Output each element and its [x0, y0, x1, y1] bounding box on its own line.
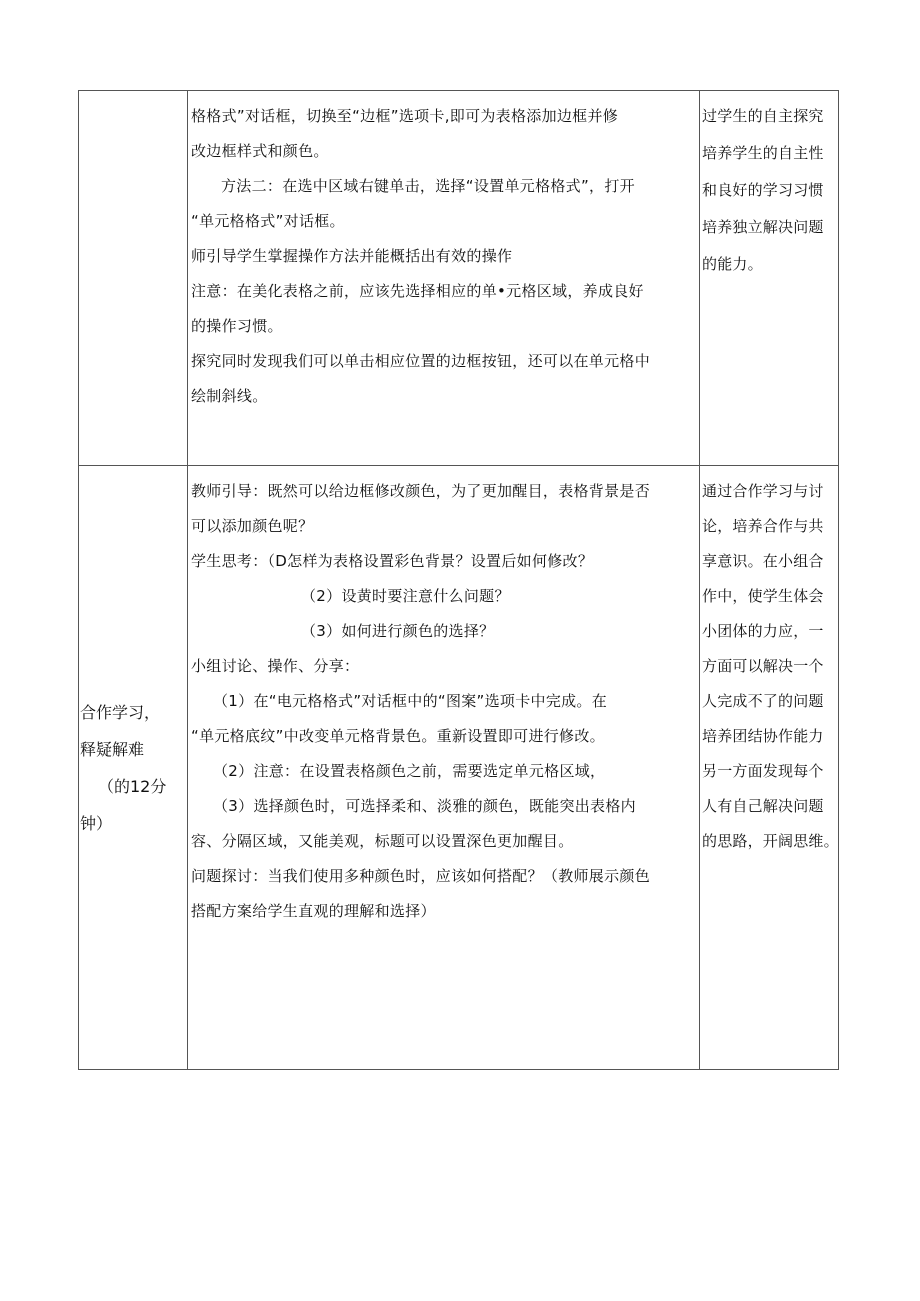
activity-line: 绘制斜线。 [191, 387, 268, 405]
activity-line: 可以添加颜色呢？ [191, 517, 314, 535]
activity-line: 搭配方案给学生直观的理解和选择） [191, 902, 436, 920]
activity-line: 教师引导：既然可以给边框修改颜色，为了更加醒目，表格背景是否 [191, 482, 651, 500]
activity-line: （2）设黄时要注意什么问题？ [301, 587, 510, 605]
activity-line: 问题探讨：当我们使用多种颜色时，应该如何搭配？（教师展示颜色 [191, 867, 651, 885]
stage-label-line: （的12分 [98, 776, 167, 796]
activity-line: 方法二：在选中区域右键单击，选择“设置单元格格式”，打开 [221, 177, 635, 195]
stage-label-line: 钟） [80, 813, 113, 833]
stage-label-line: 释疑解难 [80, 739, 145, 759]
purpose-line: 培养独立解决问题 [702, 218, 824, 236]
activity-line: 师引导学生掌握操作方法并能概括出有效的操作 [191, 247, 513, 265]
activity-line: 探究同时发现我们可以单击相应位置的边框按钮，还可以在单元格中 [191, 352, 651, 370]
purpose-line: 的思路，开阔思维。 [702, 832, 839, 850]
stage-cell [79, 466, 188, 1070]
lesson-plan-table [78, 90, 839, 1070]
purpose-line: 方面可以解决一个 [702, 657, 824, 675]
activity-line: 容、分隔区域，又能美观，标题可以设置深色更加醒目。 [191, 832, 574, 850]
stage-label-line: 合作学习， [80, 702, 161, 722]
activity-line: （1）在“电元格格式”对话框中的“图案”选项卡中完成。在 [213, 692, 608, 710]
activity-line: 的操作习惯。 [191, 317, 283, 335]
purpose-line: 培养团结协作能力 [702, 727, 824, 745]
activity-line: （2）注意：在设置表格颜色之前，需要选定单元格区域， [213, 762, 606, 780]
purpose-line: 的能力。 [702, 255, 763, 273]
activity-line: “单元格底纹”中改变单元格背景色。重新设置即可进行修改。 [191, 727, 605, 745]
purpose-line: 人有自己解决问题 [702, 797, 824, 815]
activity-line: 格格式”对话框，切换至“边框”选项卡,即可为表格添加边框并修 [191, 107, 619, 125]
activity-line: 学生思考：（D怎样为表格设置彩色背景？设置后如何修改？ [191, 552, 594, 570]
purpose-line: 另一方面发现每个 [702, 762, 824, 780]
stage-cell [79, 91, 188, 466]
activity-line: 小组讨论、操作、分享： [191, 657, 360, 675]
table-row [79, 91, 839, 466]
activity-line: （3）如何进行颜色的选择？ [301, 622, 495, 640]
purpose-line: 通过合作学习与讨 [702, 482, 824, 500]
activity-line: 注意：在美化表格之前，应该先选择相应的单•元格区域，养成良好 [191, 282, 644, 300]
purpose-line: 论，培养合作与共 [702, 517, 824, 535]
purpose-line: 小团体的力应，一 [702, 622, 824, 640]
purpose-line: 作中，使学生体会 [702, 587, 824, 605]
purpose-cell [700, 466, 839, 1070]
activity-line: （3）选择颜色时，可选择柔和、淡雅的颜色，既能突出表格内 [213, 797, 636, 815]
purpose-line: 过学生的自主探究 [702, 107, 824, 125]
purpose-line: 培养学生的自主性 [702, 144, 824, 162]
purpose-line: 人完成不了的问题 [702, 692, 824, 710]
purpose-line: 和良好的学习习惯 [702, 181, 824, 199]
table-row [79, 466, 839, 1070]
activity-line: “单元格格式”对话框。 [191, 212, 345, 230]
activity-cell [188, 466, 700, 1070]
activity-cell [188, 91, 700, 466]
activity-line: 改边框样式和颜色。 [191, 142, 329, 160]
purpose-cell [700, 91, 839, 466]
purpose-line: 享意识。在小组合 [702, 552, 824, 570]
